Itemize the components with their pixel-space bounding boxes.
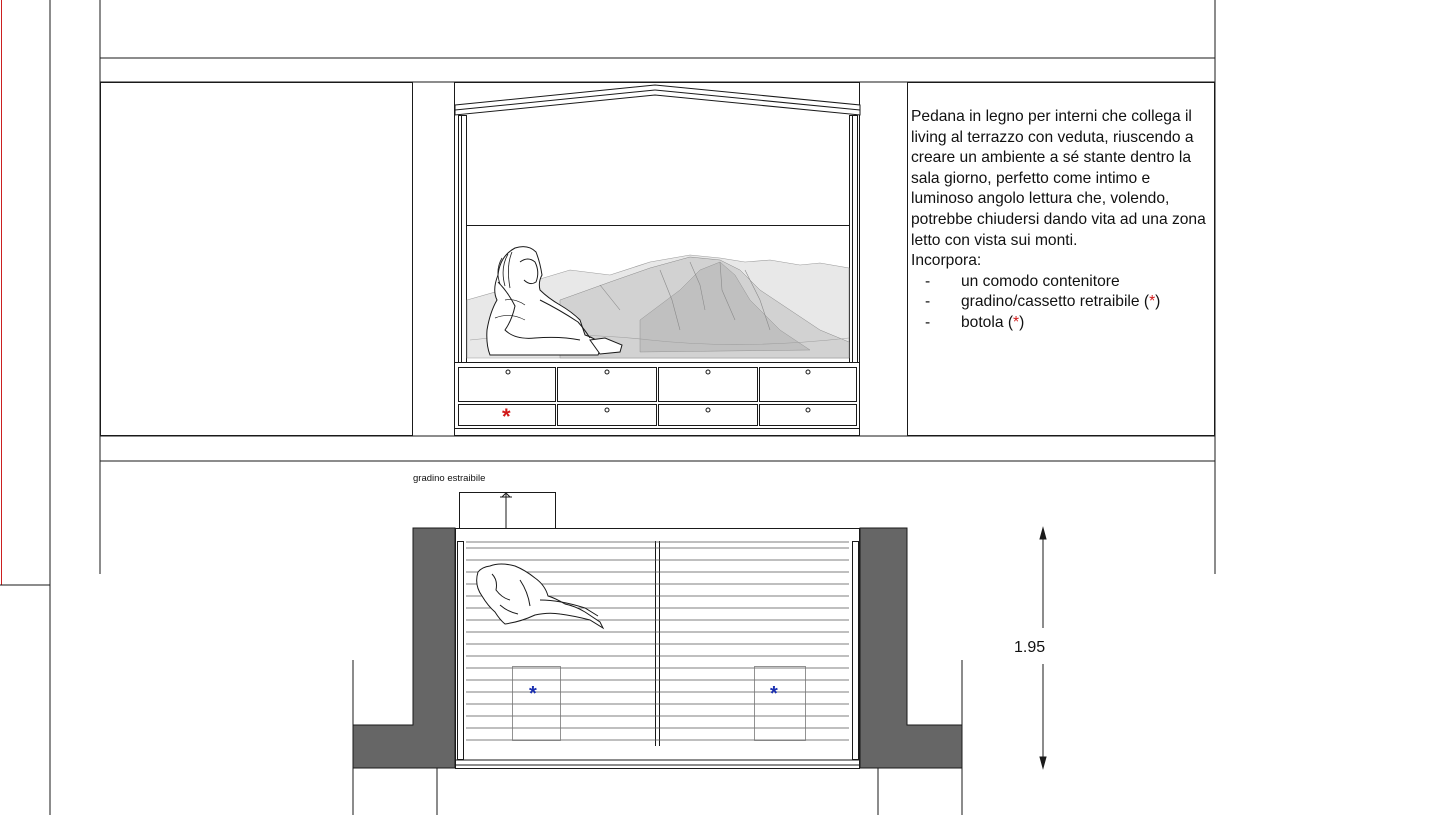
dimension-label: 1.95 (1014, 639, 1046, 656)
feature-text: botola ( (961, 313, 1014, 331)
description-text (911, 107, 1211, 334)
feature-dash: - (925, 313, 931, 331)
drawer-unit (455, 368, 860, 429)
feature-item (911, 292, 1211, 313)
post-left (459, 116, 467, 363)
hatch-mark-right: * (770, 683, 778, 705)
roof-beam (455, 85, 860, 115)
feature-dash: - (925, 293, 931, 311)
post-right (850, 116, 858, 363)
plan-view (353, 493, 962, 815)
wall-right (860, 528, 962, 768)
feature-list (911, 272, 1211, 334)
incorpora-label: Incorpora: (911, 252, 982, 270)
drawer-asterisk-mark: * (502, 404, 511, 429)
feature-item (911, 313, 1211, 334)
wall-left (353, 528, 455, 768)
feature-close-paren: ) (1155, 293, 1161, 311)
feature-item (911, 272, 1211, 293)
description-paragraph: Pedana in legno per interni che collega il living al terrazzo con veduta, riuscendo a creare un ambiente a sé stante dentro la sala giorno, perfetto come intimo e luminoso angolo lettura che, volendo, potrebbe chiudersi dando vita ad una zona letto con vista sui monti. (911, 108, 1206, 249)
feature-red-asterisk: * (1149, 293, 1156, 311)
feature-text: un comodo contenitore (961, 272, 1120, 290)
feature-close-paren: ) (1019, 313, 1025, 331)
feature-dash: - (925, 272, 931, 290)
platform-deck (456, 529, 860, 769)
left-panel (101, 83, 413, 436)
feature-red-asterisk: * (1013, 313, 1020, 331)
hatch-mark-left: * (529, 683, 537, 705)
pull-out-step (460, 493, 556, 529)
feature-text: gradino/cassetto retraibile ( (961, 293, 1150, 311)
step-label: gradino estraibile (413, 473, 486, 484)
